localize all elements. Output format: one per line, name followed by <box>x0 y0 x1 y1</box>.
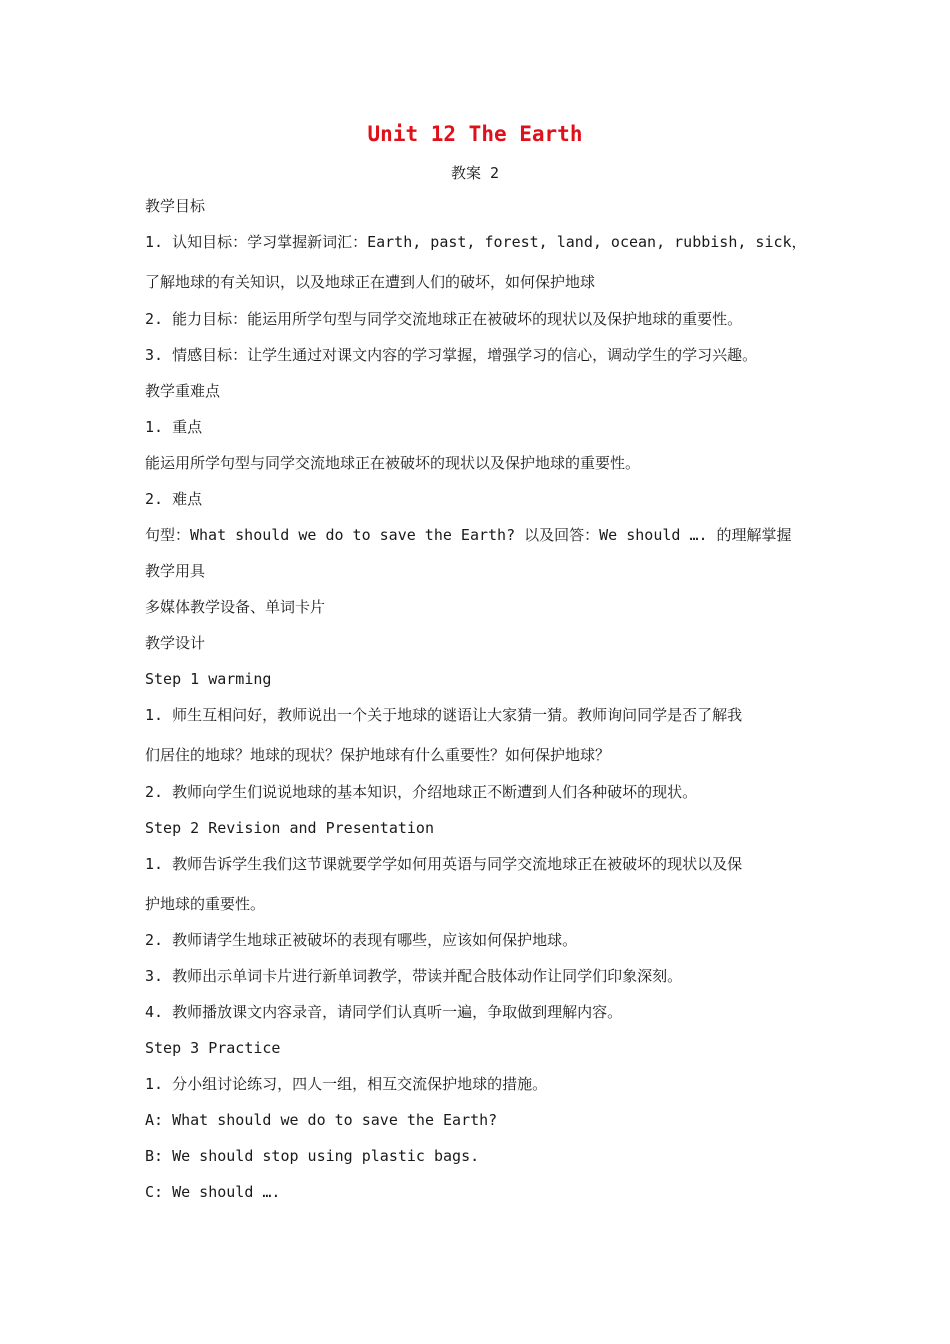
section-heading: 教学用具 <box>145 562 206 580</box>
paragraph-line: 1. 教师告诉学生我们这节课就要学学如何用英语与同学交流地球正在被破坏的现状以及保 <box>145 855 743 873</box>
document-title: Unit 12 The Earth <box>367 122 583 146</box>
paragraph-line: 们居住的地球？地球的现状？保护地球有什么重要性？如何保护地球？ <box>145 746 611 764</box>
paragraph-line: 1. 分小组讨论练习，四人一组，相互交流保护地球的措施。 <box>145 1075 548 1093</box>
paragraph-line: 1. 认知目标：学习掌握新词汇：Earth, past, forest, land, ocean, rubbish, sick， <box>145 233 807 251</box>
paragraph-line: 多媒体教学设备、单词卡片 <box>145 598 326 616</box>
step-heading: Step 1 warming <box>145 670 272 688</box>
paragraph-line: 3. 情感目标：让学生通过对课文内容的学习掌握，增强学习的信心，调动学生的学习兴趣。 <box>145 346 758 364</box>
paragraph-line: 2. 难点 <box>145 490 203 508</box>
paragraph-line: 3. 教师出示单词卡片进行新单词教学，带读并配合肢体动作让同学们印象深刻。 <box>145 967 683 985</box>
section-heading: 教学重难点 <box>145 382 221 400</box>
paragraph-line: 了解地球的有关知识，以及地球正在遭到人们的破坏，如何保护地球 <box>145 273 596 291</box>
dialogue-line: A: What should we do to save the Earth? <box>145 1111 498 1129</box>
paragraph-line: 1. 师生互相问好，教师说出一个关于地球的谜语让大家猜一猜。教师询问同学是否了解我 <box>145 706 743 724</box>
step-heading: Step 3 Practice <box>145 1039 281 1057</box>
step-heading: Step 2 Revision and Presentation <box>145 819 434 837</box>
paragraph-line: 能运用所学句型与同学交流地球正在被破坏的现状以及保护地球的重要性。 <box>145 454 641 472</box>
paragraph-line: 句型：What should we do to save the Earth? 以及回答：We should …. 的理解掌握 <box>145 526 792 544</box>
paragraph-line: 2. 教师向学生们说说地球的基本知识，介绍地球正不断遭到人们各种破坏的现状。 <box>145 783 698 801</box>
paragraph-line: 2. 教师请学生地球正被破坏的表现有哪些，应该如何保护地球。 <box>145 931 578 949</box>
paragraph-line: 1. 重点 <box>145 418 203 436</box>
section-heading: 教学目标 <box>145 197 206 215</box>
paragraph-line: 护地球的重要性。 <box>145 895 266 913</box>
dialogue-line: B: We should stop using plastic bags. <box>145 1147 480 1165</box>
document-subtitle: 教案 2 <box>450 164 500 182</box>
paragraph-line: 2. 能力目标：能运用所学句型与同学交流地球正在被破坏的现状以及保护地球的重要性。 <box>145 310 743 328</box>
dialogue-line: C: We should …. <box>145 1183 281 1201</box>
section-heading: 教学设计 <box>145 634 206 652</box>
paragraph-line: 4. 教师播放课文内容录音，请同学们认真听一遍，争取做到理解内容。 <box>145 1003 623 1021</box>
